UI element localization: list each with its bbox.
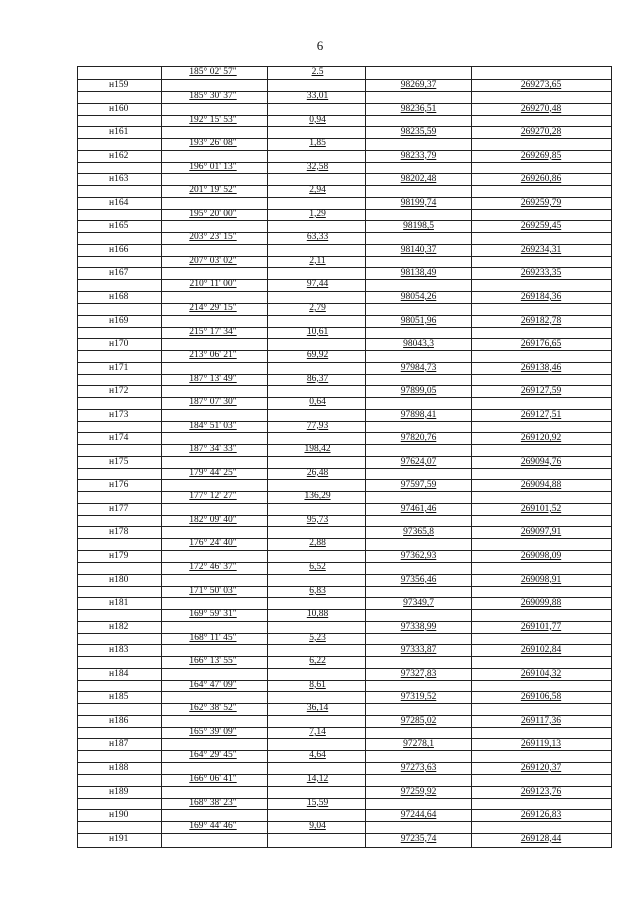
segment-distance: 198,42 <box>304 444 331 455</box>
segment-distance: 2,11 <box>309 255 326 266</box>
segment-distance: 136,29 <box>304 491 331 502</box>
segment-angle: 168° 38' 23" <box>189 797 237 808</box>
x-coordinate: 97244,64 <box>400 810 437 821</box>
y-coordinate: 269127,59 <box>520 386 562 397</box>
point-label: н178 <box>109 527 129 538</box>
x-coordinate: 98140,37 <box>400 244 437 255</box>
segment-distance: 26,48 <box>306 467 329 478</box>
segment-distance: 4,64 <box>309 750 326 761</box>
segment-angle: 179° 44' 25" <box>189 467 237 478</box>
point-label: н172 <box>109 386 129 397</box>
segment-distance: 69,92 <box>306 350 329 361</box>
x-coordinate: 98198,5 <box>403 221 434 232</box>
x-coordinate: 97820,76 <box>400 433 437 444</box>
x-coordinate: 98054,26 <box>400 291 437 302</box>
x-coordinate: 97338,99 <box>400 621 437 632</box>
segment-distance: 14,12 <box>306 773 329 784</box>
column-divider <box>267 67 268 847</box>
point-label: н159 <box>109 80 129 90</box>
x-coordinate: 97333,87 <box>400 645 437 656</box>
point-label: н180 <box>109 574 129 585</box>
point-label: н165 <box>109 221 129 232</box>
y-coordinate: 269128,44 <box>520 833 562 844</box>
y-coordinate: 269102,84 <box>520 645 562 656</box>
segment-distance: 1,85 <box>309 138 326 149</box>
point-label: н162 <box>109 150 129 161</box>
segment-angle: 203° 23' 15" <box>189 232 237 243</box>
x-coordinate: 97899,05 <box>400 386 437 397</box>
point-label: н173 <box>109 409 129 420</box>
x-coordinate: 97273,63 <box>400 762 437 773</box>
segment-distance: 2.5 <box>311 67 324 77</box>
x-coordinate: 98199,74 <box>400 197 437 208</box>
y-coordinate: 269098,09 <box>520 551 562 561</box>
y-coordinate: 269126,83 <box>520 810 562 821</box>
point-label: н177 <box>109 503 129 514</box>
x-coordinate: 97365,8 <box>403 527 434 538</box>
segment-angle: 214° 29' 15" <box>189 302 237 313</box>
y-coordinate: 269269,85 <box>520 150 562 161</box>
y-coordinate: 269259,45 <box>520 221 562 232</box>
segment-angle: 201° 19' 52" <box>189 185 237 196</box>
x-coordinate: 98235,59 <box>400 127 437 138</box>
x-coordinate: 98233,79 <box>400 150 437 161</box>
point-label: н167 <box>109 268 129 279</box>
point-label: н169 <box>109 315 129 326</box>
y-coordinate: 269120,92 <box>520 433 562 444</box>
y-coordinate: 269099,88 <box>520 598 562 609</box>
segment-angle: 171° 50' 03" <box>189 585 237 596</box>
segment-distance: 63,33 <box>306 232 329 243</box>
y-coordinate: 269123,76 <box>520 786 562 797</box>
segment-angle: 207° 03' 02" <box>189 255 237 266</box>
segment-distance: 32,58 <box>306 161 329 172</box>
segment-angle: 187° 13' 49" <box>189 373 237 384</box>
y-coordinate: 269233,35 <box>520 268 562 279</box>
page-number: 6 <box>316 38 324 53</box>
segment-angle: 182° 09' 40" <box>189 514 237 525</box>
segment-angle: 213° 06' 21" <box>189 350 237 361</box>
point-label: н163 <box>109 174 129 185</box>
segment-distance: 9,04 <box>309 821 326 832</box>
x-coordinate: 97356,46 <box>400 574 437 585</box>
segment-distance: 86,37 <box>306 373 329 384</box>
y-coordinate: 269234,31 <box>520 244 562 255</box>
x-coordinate: 97278,1 <box>403 739 434 750</box>
x-coordinate: 97259,92 <box>400 786 437 797</box>
segment-angle: 166° 13' 55" <box>189 656 237 667</box>
segment-angle: 164° 29' 45" <box>189 750 237 761</box>
segment-angle: 196° 01' 13" <box>189 161 237 172</box>
segment-angle: 168° 11' 45" <box>189 632 237 643</box>
segment-distance: 2,88 <box>309 538 326 549</box>
point-label: н187 <box>109 739 129 750</box>
segment-angle: 187° 34' 33" <box>189 444 237 455</box>
x-coordinate: 98269,37 <box>400 80 437 90</box>
segment-angle: 176° 24' 40" <box>189 538 237 549</box>
segment-distance: 6,83 <box>309 585 326 596</box>
x-coordinate: 97624,07 <box>400 456 437 467</box>
point-label: н176 <box>109 480 129 491</box>
point-label: н170 <box>109 339 129 350</box>
segment-distance: 33,01 <box>306 91 329 101</box>
y-coordinate: 269259,79 <box>520 197 562 208</box>
segment-angle: 184° 51' 03" <box>189 420 237 431</box>
x-coordinate: 97461,46 <box>400 503 437 514</box>
y-coordinate: 269127,51 <box>520 409 562 420</box>
x-coordinate: 97984,73 <box>400 362 437 373</box>
y-coordinate: 269106,58 <box>520 692 562 703</box>
y-coordinate: 269097,91 <box>520 527 562 538</box>
segment-distance: 77,93 <box>306 420 329 431</box>
segment-distance: 95,73 <box>306 514 329 525</box>
segment-distance: 1,29 <box>309 208 326 219</box>
segment-distance: 5,23 <box>309 632 326 643</box>
y-coordinate: 269094,76 <box>520 456 562 467</box>
y-coordinate: 269138,46 <box>520 362 562 373</box>
y-coordinate: 269094,88 <box>520 480 562 491</box>
segment-angle: 169° 59' 31" <box>189 609 237 620</box>
point-label: н164 <box>109 197 129 208</box>
segment-distance: 36,14 <box>306 703 329 714</box>
point-label: н185 <box>109 692 129 703</box>
segment-angle: 164° 47' 09" <box>189 679 237 690</box>
x-coordinate: 98202,48 <box>400 174 437 185</box>
point-label: н189 <box>109 786 129 797</box>
segment-distance: 2,79 <box>309 302 326 313</box>
point-label: н188 <box>109 762 129 773</box>
segment-angle: 193° 26' 08" <box>189 138 237 149</box>
y-coordinate: 269101,52 <box>520 503 562 514</box>
segment-angle: 169° 44' 46" <box>189 821 237 832</box>
point-label: н179 <box>109 551 129 561</box>
point-label: н160 <box>109 103 129 114</box>
y-coordinate: 269176,65 <box>520 339 562 350</box>
point-label: н168 <box>109 291 129 302</box>
x-coordinate: 97235,74 <box>400 833 437 844</box>
point-label: н175 <box>109 456 129 467</box>
segment-distance: 7,14 <box>309 726 326 737</box>
segment-angle: 162° 38' 52" <box>189 703 237 714</box>
segment-distance: 8,61 <box>309 679 326 690</box>
x-coordinate: 97327,83 <box>400 668 437 679</box>
x-coordinate: 97319,52 <box>400 692 437 703</box>
y-coordinate: 269182,78 <box>520 315 562 326</box>
y-coordinate: 269270,28 <box>520 127 562 138</box>
segment-angle: 187° 07' 30" <box>189 397 237 408</box>
segment-angle: 185° 02' 57" <box>189 67 237 77</box>
segment-distance: 15,59 <box>306 797 329 808</box>
y-coordinate: 269101,77 <box>520 621 562 632</box>
x-coordinate: 98051,96 <box>400 315 437 326</box>
point-label: н174 <box>109 433 129 444</box>
x-coordinate: 98138,49 <box>400 268 437 279</box>
y-coordinate: 269184,36 <box>520 291 562 302</box>
point-label: н190 <box>109 810 129 821</box>
point-label: н161 <box>109 127 129 138</box>
point-label: н186 <box>109 715 129 726</box>
y-coordinate: 269270,48 <box>520 103 562 114</box>
point-label: н191 <box>109 833 129 844</box>
x-coordinate: 98043,3 <box>403 339 434 350</box>
x-coordinate: 97597,59 <box>400 480 437 491</box>
y-coordinate: 269260,86 <box>520 174 562 185</box>
coordinates-table <box>77 66 612 848</box>
segment-angle: 172° 46' 37" <box>189 562 237 572</box>
segment-angle: 215° 17' 34" <box>189 326 237 337</box>
y-coordinate: 269119,13 <box>520 739 562 750</box>
y-coordinate: 269098,91 <box>520 574 562 585</box>
segment-distance: 6,52 <box>309 562 326 572</box>
point-label: н181 <box>109 598 129 609</box>
x-coordinate: 97349,7 <box>403 598 434 609</box>
segment-angle: 177° 12' 27" <box>189 491 237 502</box>
point-label: н183 <box>109 645 129 656</box>
segment-distance: 10,61 <box>306 326 329 337</box>
x-coordinate: 97362,93 <box>400 551 437 561</box>
point-label: н182 <box>109 621 129 632</box>
y-coordinate: 269117,36 <box>520 715 562 726</box>
point-label: н184 <box>109 668 129 679</box>
segment-angle: 165° 39' 09" <box>189 726 237 737</box>
segment-distance: 10,88 <box>306 609 329 620</box>
segment-angle: 192° 15' 53" <box>189 114 237 125</box>
segment-distance: 97,44 <box>306 279 329 290</box>
segment-angle: 166° 06' 41" <box>189 773 237 784</box>
point-label: н166 <box>109 244 129 255</box>
y-coordinate: 269120,37 <box>520 762 562 773</box>
x-coordinate: 98236,51 <box>400 103 437 114</box>
segment-angle: 185° 30' 37" <box>189 91 237 101</box>
segment-distance: 0,64 <box>309 397 326 408</box>
y-coordinate: 269104,32 <box>520 668 562 679</box>
segment-distance: 0,94 <box>309 114 326 125</box>
x-coordinate: 97898,41 <box>400 409 437 420</box>
y-coordinate: 269273,65 <box>520 80 562 90</box>
segment-distance: 2,94 <box>309 185 326 196</box>
column-divider <box>161 67 162 847</box>
segment-distance: 6,22 <box>309 656 326 667</box>
point-label: н171 <box>109 362 129 373</box>
segment-angle: 210° 11' 00" <box>189 279 237 290</box>
x-coordinate: 97285,02 <box>400 715 437 726</box>
segment-angle: 195° 20' 00" <box>189 208 237 219</box>
